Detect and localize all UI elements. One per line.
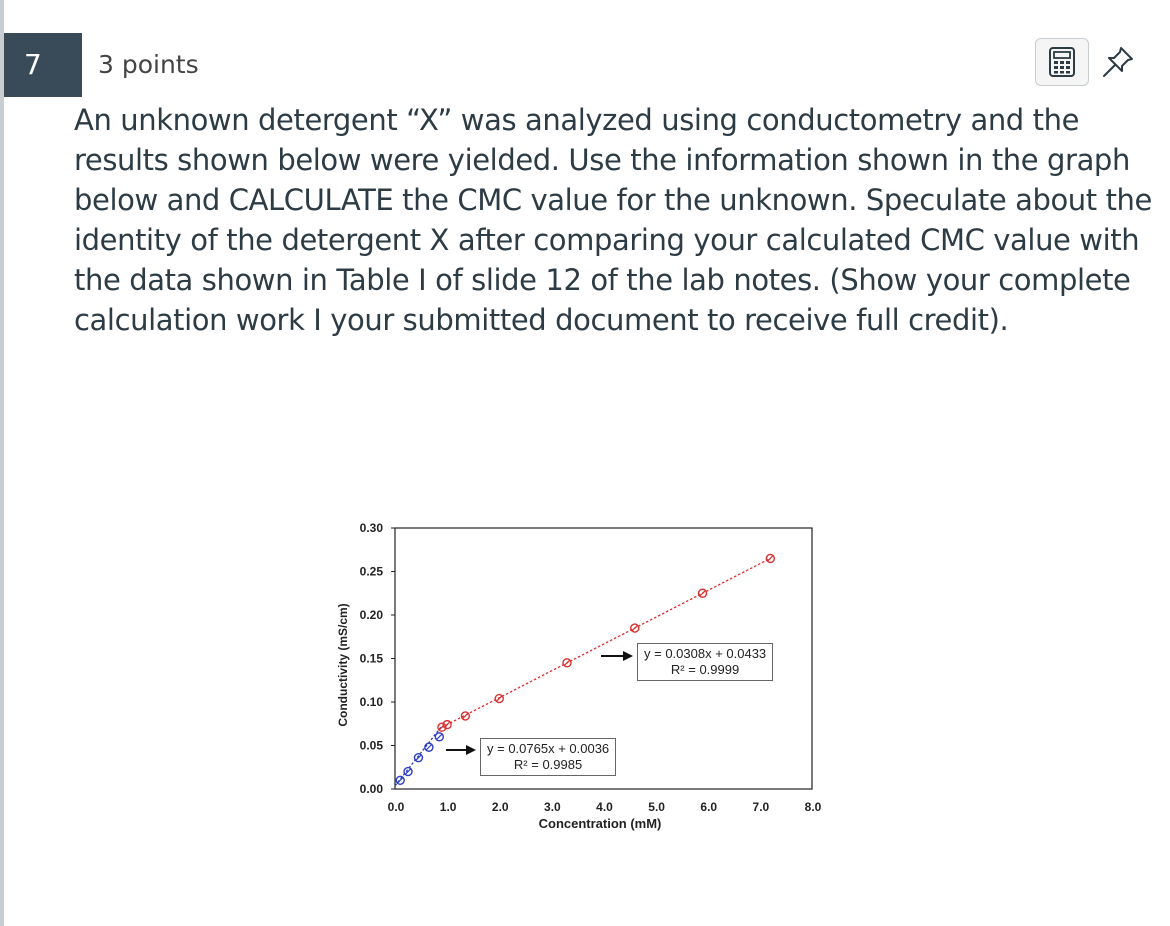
question-text: An unknown detergent “X” was analyzed using conductometry and the results shown below were yielded. Use the information shown in the graph below and CALCULATE the CMC value for the unknown. Speculate about the identity of the detergent X after comparing your calculated CMC value with the data shown in Table I of slide 12 of the lab notes. (Show your complete calculation work I your submitted document to receive full credit). [74, 103, 1152, 337]
question-points: 3 points [98, 50, 199, 79]
data-point-slash [767, 555, 773, 561]
y-tick-label: 0.05 [359, 738, 383, 753]
y-axis-ticks [360, 521, 395, 796]
equation-line: y = 0.0308x + 0.0433 [644, 646, 767, 661]
x-tick-label: 1.0 [439, 800, 457, 814]
calculator-button[interactable] [1035, 38, 1089, 86]
r-squared-line: R² = 0.9999 [670, 662, 740, 677]
data-point-slash [436, 734, 442, 740]
x-axis-label: Concentration (mM) [538, 816, 662, 831]
x-tick-label: 2.0 [491, 800, 509, 814]
annotation-arrow-1 [446, 745, 476, 755]
y-tick-label: 0.25 [359, 564, 383, 579]
x-tick-label: 7.0 [752, 800, 770, 814]
data-point-slash [405, 769, 411, 775]
data-point-slash [632, 625, 638, 631]
left-rail [0, 0, 4, 926]
conductivity-chart [330, 515, 830, 845]
question-number-badge: 7 [4, 33, 82, 97]
r-squared-line: R² = 0.9985 [513, 757, 583, 772]
annotation-arrow-2 [601, 651, 633, 661]
pin-button[interactable] [1098, 42, 1138, 82]
y-tick-label: 0.10 [359, 695, 383, 709]
y-tick-label: 0.15 [359, 651, 383, 666]
equation-line: y = 0.0765x + 0.0036 [487, 741, 610, 756]
y-tick-label: 0.20 [359, 608, 383, 622]
x-tick-label: 5.0 [648, 800, 665, 814]
y-axis-label: Conductivity (mS/cm) [336, 603, 350, 727]
x-tick-label: 3.0 [544, 800, 561, 814]
x-axis-ticks [388, 800, 822, 814]
data-point-slash [564, 660, 570, 666]
y-tick-label: 0.00 [359, 782, 383, 796]
x-tick-label: 0.0 [387, 800, 405, 814]
fit-equation-above-cmc [637, 643, 773, 681]
x-tick-label: 8.0 [804, 800, 822, 814]
calculator-icon [1049, 47, 1075, 77]
pin-icon [1101, 45, 1135, 79]
fit-equation-below-cmc [480, 738, 616, 776]
y-tick-label: 0.30 [359, 521, 383, 535]
x-tick-label: 4.0 [596, 800, 613, 814]
x-tick-label: 6.0 [700, 800, 718, 814]
data-point-slash [496, 696, 502, 702]
data-point-slash [700, 590, 706, 596]
